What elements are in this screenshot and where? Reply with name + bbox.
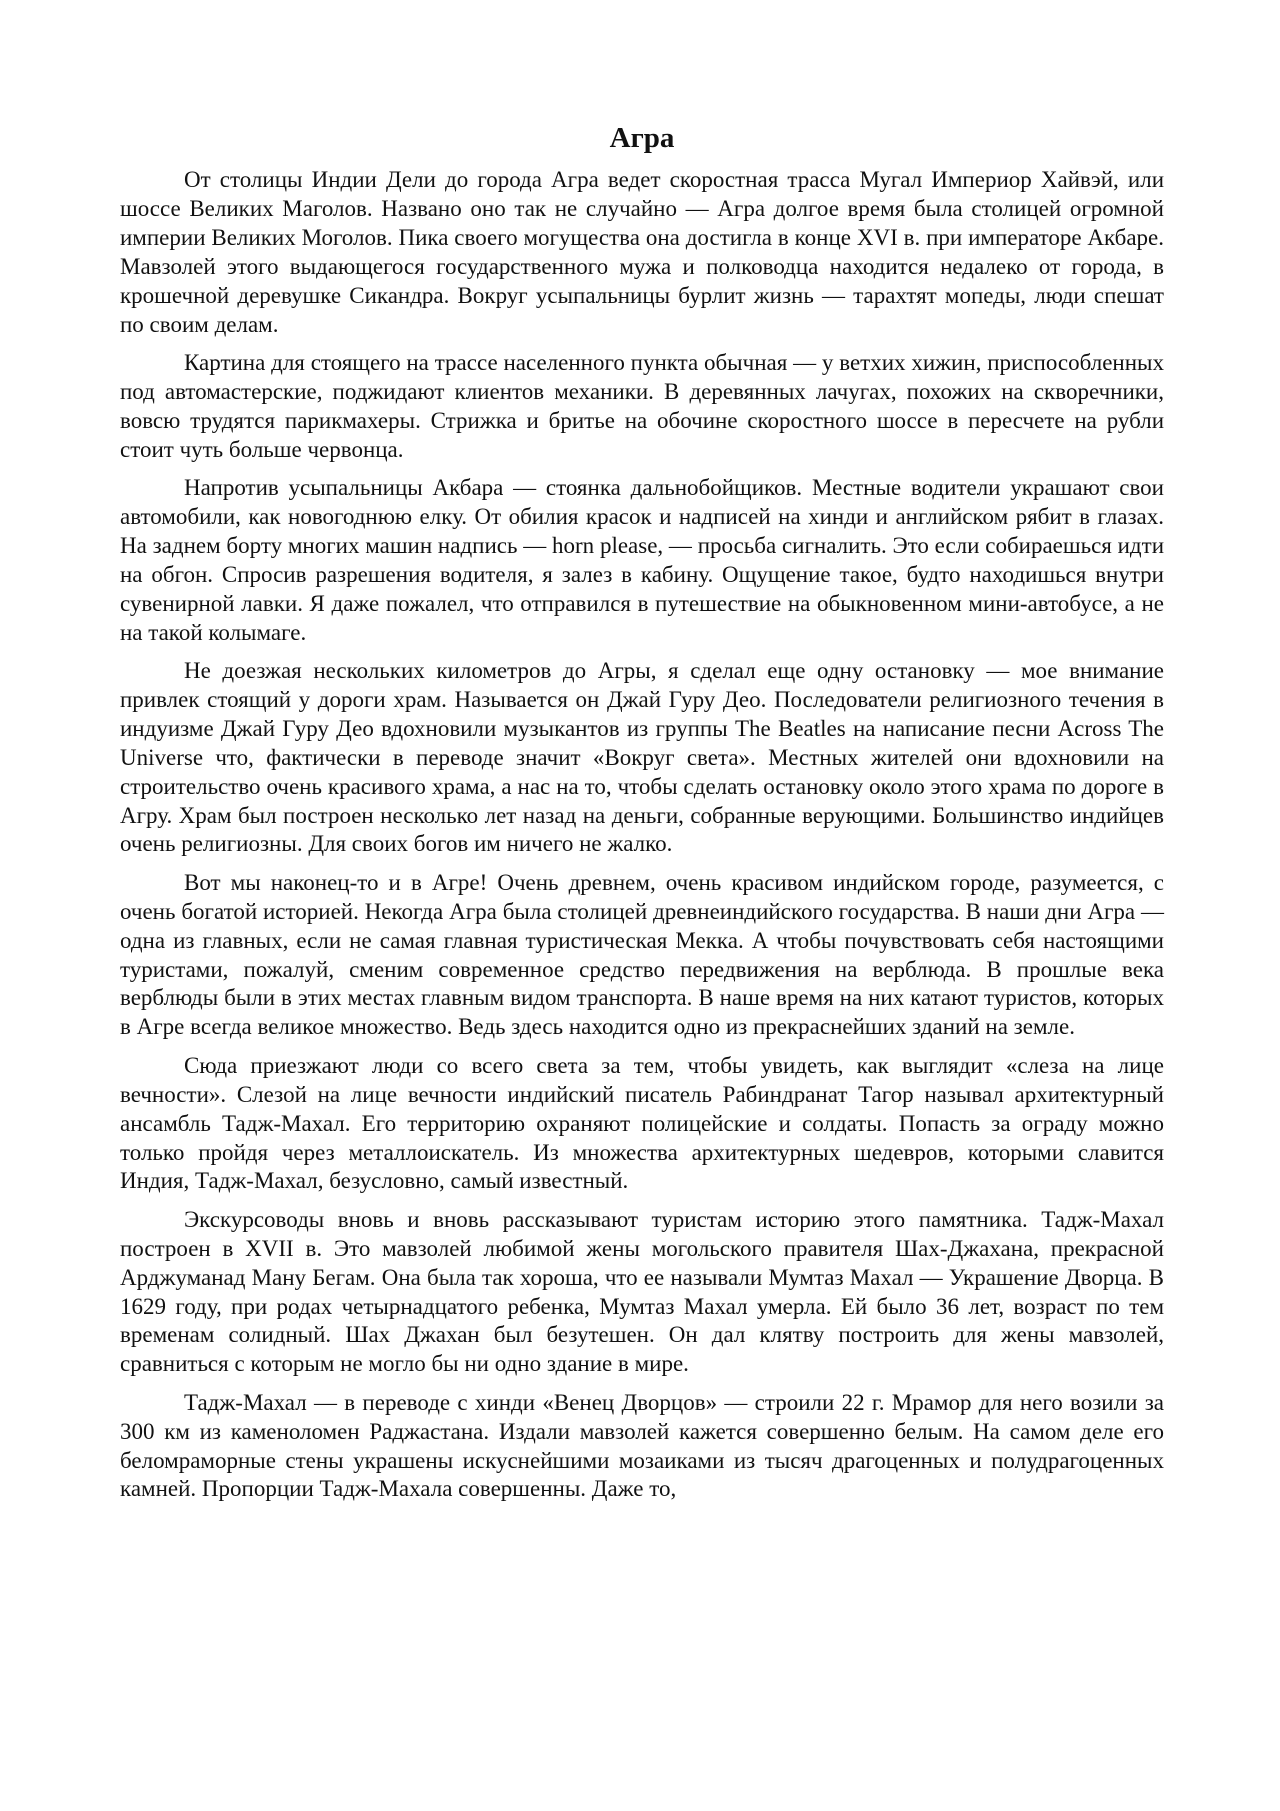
paragraph: Тадж-Махал — в переводе с хинди «Венец Дворцов» — строили 22 г. Мрамор для него возили за 300 км из каменоломен Раджастана. Издали мавзолей кажется совершенно белым. На самом деле его беломраморные стены украшены искуснейшими мозаиками из тысяч драгоценных и полудрагоценных камней. Пропорции Тадж-Махала совершенны. Даже то,: [120, 1389, 1164, 1502]
document-page: [120, 118, 1164, 1514]
paragraph: Экскурсоводы вновь и вновь рассказывают туристам историю этого памятника. Тадж-Махал построен в XVII в. Это мавзолей любимой жены могольского правителя Шах-Джахана, прекрасной Арджуманад Ману Бегам. Она была так хороша, что ее называли Мумтаз Махал — Украшение Дворца. В 1629 году, при родах четырнадцатого ребенка, Мумтаз Махал умерла. Ей было 36 лет, возраст по тем временам солидный. Шах Джахан был безутешен. Он дал клятву построить для жены мавзолей, сравниться с которым не могло бы ни одно здание в мире.: [120, 1206, 1164, 1377]
paragraph: Сюда приезжают люди со всего света за тем, чтобы увидеть, как выглядит «слеза на лице вечности». Слезой на лице вечности индийский писатель Рабиндранат Тагор называл архитектурный ансамбль Тадж-Махал. Его территорию охраняют полицейские и солдаты. Попасть за ограду можно только пройдя через металлоискатель. Из множества архитектурных шедевров, которыми славится Индия, Тадж-Махал, безусловно, самый известный.: [120, 1052, 1164, 1194]
paragraph: Напротив усыпальницы Акбара — стоянка дальнобойщиков. Местные водители украшают свои автомобили, как новогоднюю елку. От обилия красок и надписей на хинди и английском рябит в глазах. На заднем борту многих машин надпись — horn please, — просьба сигналить. Это если собираешься идти на обгон. Спросив разрешения водителя, я залез в кабину. Ощущение такое, будто находишься внутри сувенирной лавки. Я даже пожалел, что отправился в путешествие на обыкновенном мини-автобусе, а не на такой колымаге.: [120, 475, 1164, 645]
paragraph: Не доезжая нескольких километров до Агры, я сделал еще одну остановку — мое внимание привлек стоящий у дороги храм. Называется он Джай Гуру Део. Последователи религиозного течения в индуизме Джай Гуру Део вдохновили музыкантов из группы The Beatles на написание песни Across The Universe что, фактически в переводе значит «Вокруг света». Местных жителей они вдохновили на строительство очень красивого храма, а нас на то, чтобы сделать остановку около этого храма по дороге в Агру. Храм был построен несколько лет назад на деньги, собранные верующими. Большинство индийцев очень религиозны. Для своих богов им ничего не жалко.: [120, 658, 1164, 857]
document-title: Агра: [609, 122, 675, 154]
paragraph: От столицы Индии Дели до города Агра ведет скоростная трасса Мугал Империор Хайвэй, или шоссе Великих Маголов. Названо оно так не случайно — Агра долгое время была столицей огромной империи Великих Моголов. Пика своего могущества она достигла в конце XVI в. при императоре Акбаре. Мавзолей этого выдающегося государственного мужа и полководца находится недалеко от города, в крошечной деревушке Сикандра. Вокруг усыпальницы бурлит жизнь — тарахтят мопеды, люди спешат по своим делам.: [120, 167, 1164, 337]
paragraph: Картина для стоящего на трассе населенного пункта обычная — у ветхих хижин, приспособленных под автомастерские, поджидают клиентов механики. В деревянных лачугах, похожих на скворечники, вовсю трудятся парикмахеры. Стрижка и бритье на обочине скоростного шоссе в пересчете на рубли стоит чуть больше червонца.: [120, 349, 1164, 462]
paragraph: Вот мы наконец-то и в Агре! Очень древнем, очень красивом индийском городе, разумеется, с очень богатой историей. Некогда Агра была столицей древнеиндийского государства. В наши дни Агра — одна из главных, если не самая главная туристическая Мекка. А чтобы почувствовать себя настоящими туристами, пожалуй, сменим современное средство передвижения на верблюда. В прошлые века верблюды были в этих местах главным видом транспорта. В наше время на них катают туристов, которых в Агре всегда великое множество. Ведь здесь находится одно из прекраснейших зданий на земле.: [120, 869, 1164, 1040]
